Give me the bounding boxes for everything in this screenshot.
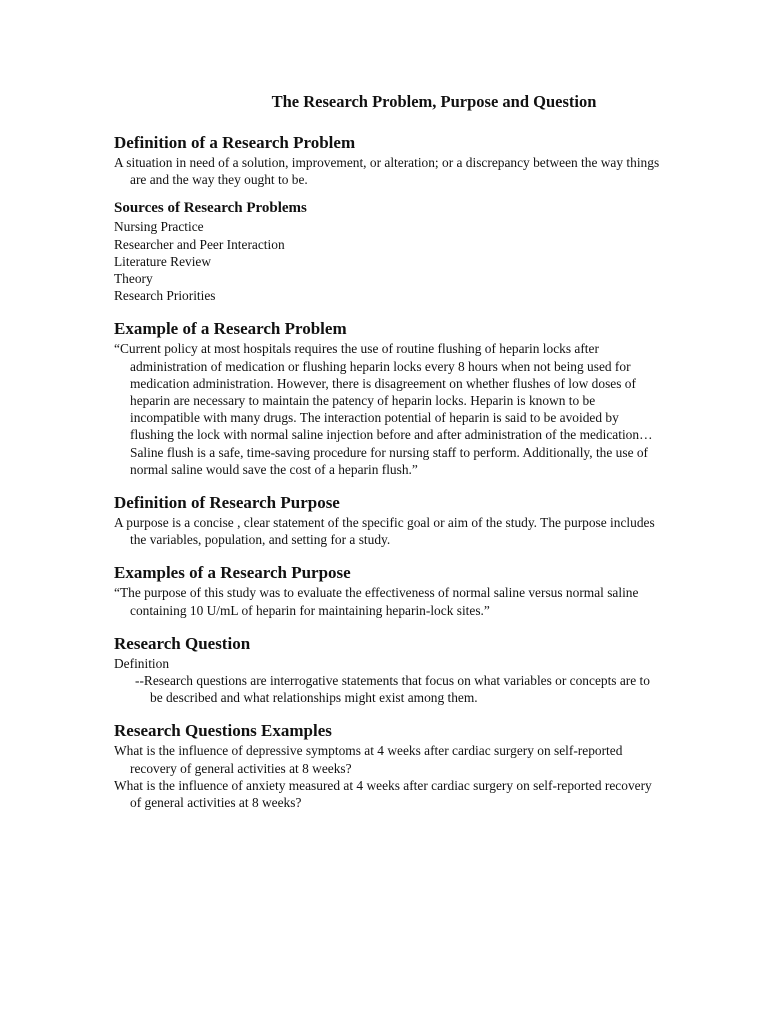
question-example-item: What is the influence of anxiety measured at 4 weeks after cardiac surgery on self-reported recovery of general activities at 8 weeks? [114, 777, 652, 811]
definition-problem-text: A situation in need of a solution, improvement, or alteration; or a discrepancy between the way things are and the way they ought to be. [114, 155, 660, 188]
sources-list-item: Nursing Practice [114, 219, 204, 235]
section-examples-purpose [114, 562, 660, 618]
section-heading-definition-purpose: Definition of Research Purpose [114, 493, 340, 513]
document-page [114, 92, 660, 811]
section-example-problem [114, 318, 660, 478]
definition-purpose-text: A purpose is a concise , clear statement of the specific goal or aim of the study. The purpose includes the variables, population, and setting for a study. [114, 515, 655, 548]
section-question-examples [114, 720, 660, 811]
research-question-label: Definition [114, 655, 170, 671]
research-question-definition: --Research questions are interrogative statements that focus on what variables or concepts are to be described and what relationships might exist among them. [135, 673, 650, 706]
sources-list-item: Research Priorities [114, 288, 216, 304]
examples-purpose-quote: “The purpose of this study was to evaluate the effectiveness of normal saline versus normal saline containing 10 U/mL of heparin for maintaining heparin-lock sites.” [114, 585, 639, 618]
section-research-question [114, 633, 660, 707]
question-example-item: What is the influence of depressive symptoms at 4 weeks after cardiac surgery on self-reported recovery of general activities at 8 weeks? [114, 743, 623, 776]
sources-list-item: Theory [114, 271, 153, 287]
section-definition-purpose [114, 492, 660, 548]
section-heading-examples-purpose: Examples of a Research Purpose [114, 563, 351, 583]
section-heading-definition-problem: Definition of a Research Problem [114, 133, 356, 152]
page-title: The Research Problem, Purpose and Question [271, 92, 597, 111]
sources-list [114, 218, 660, 304]
example-problem-quote: “Current policy at most hospitals requires the use of routine flushing of heparin locks after administration of medication or flushing heparin locks every 8 hours when not being used for medication administration. However, there is disagreement on whether flushes of low doses of heparin are necessary to maintain the patency of heparin locks. Heparin is known to be incompatible with many drugs. The interaction potential of heparin is said to be avoided by flushing the lock with normal saline injection before and after administration of the medication…Saline flush is a safe, time-saving procedure for nursing staff to perform. Additionally, the use of normal saline would save the cost of a heparin flush.” [114, 341, 653, 477]
section-definition-problem [114, 132, 660, 188]
section-heading-question-examples: Research Questions Examples [114, 721, 332, 741]
sources-list-item: Researcher and Peer Interaction [114, 236, 285, 252]
sources-heading: Sources of Research Problems [114, 200, 307, 217]
sources-list-item: Literature Review [114, 253, 212, 269]
section-sources [114, 199, 660, 304]
section-heading-example-problem: Example of a Research Problem [114, 319, 347, 339]
section-heading-research-question: Research Question [114, 633, 251, 653]
